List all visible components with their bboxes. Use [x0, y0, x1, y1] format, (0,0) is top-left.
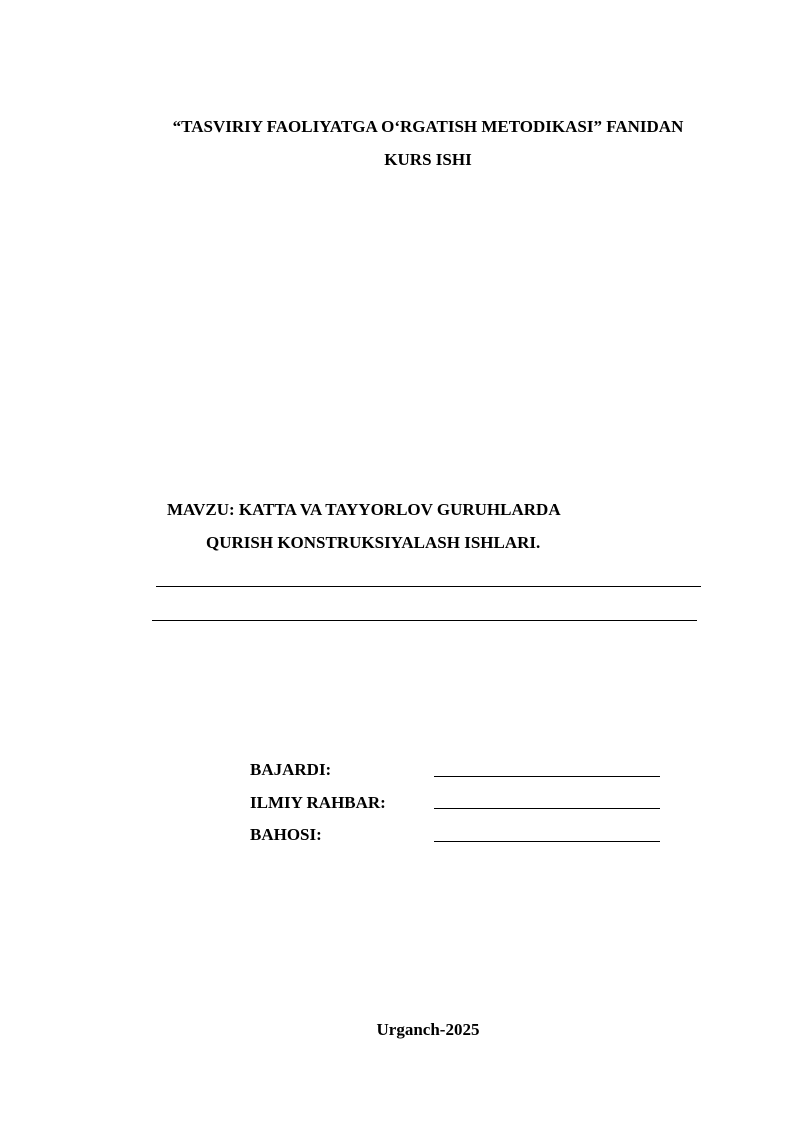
topic-line-1: MAVZU: KATTA VA TAYYORLOV GURUHLARDA — [167, 500, 561, 519]
performed-by-label: BAJARDI: — [250, 760, 332, 779]
blank-underline-2 — [152, 620, 697, 621]
performed-by-blank-line — [434, 776, 660, 777]
grade-label: BAHOSI: — [250, 825, 322, 844]
grade-blank-line — [434, 841, 660, 842]
supervisor-label: ILMIY RAHBAR: — [250, 793, 386, 812]
work-type-title: KURS ISHI — [384, 150, 472, 169]
blank-underline-1 — [156, 586, 701, 587]
place-year: Urganch-2025 — [376, 1020, 480, 1039]
subject-title: “TASVIRIY FAOLIYATGA O‘RGATISH METODIKASI” FANIDAN — [172, 117, 684, 136]
supervisor-blank-line — [434, 808, 660, 809]
topic-line-2: QURISH KONSTRUKSIYALASH ISHLARI. — [206, 533, 541, 552]
